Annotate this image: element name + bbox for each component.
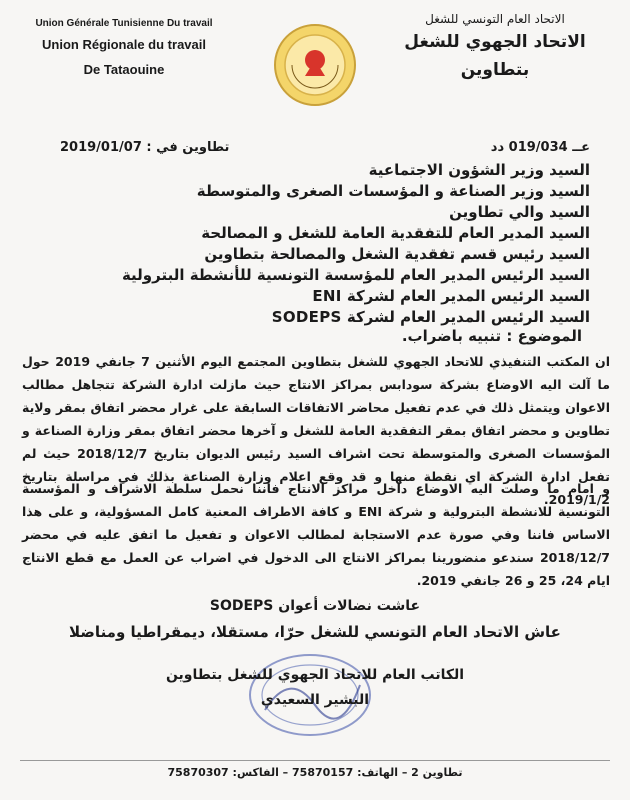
addressee-line: السيد الرئيس المدير العام لشركة SODEPS — [271, 308, 590, 326]
header-french — [14, 18, 234, 77]
header-arabic — [390, 12, 600, 80]
body-paragraph-2: و امام ما وصلت اليه الاوضاع داخل مراكز الانتاج فاننا نحمل سلطة الاشراف و المؤسسة التونسية للانشطة البترولية و شركة ENI و كافة الاطراف المعنية كامل المسؤولية، و على هذا الاساس فاننا وفي صورة عدم الاستجابة لمطالب الاعوان و تفعيل ما اتفق عليه في محضر 2018/12/7 سندعو منضورينا بمراكز الانتاج الى الدخول في اضراب عن العمل مع قطع الانتاج ايام 24، 25 و 26 جانفي 2019. — [22, 481, 610, 588]
slogan-1: عاشت نضالات أعوان SODEPS — [209, 598, 421, 614]
subject-line: الموضوع : تنبيه باضراب. — [401, 327, 582, 345]
addressee-line: السيد الرئيس المدير العام للمؤسسة التونسية للأنشطة البترولية — [121, 266, 590, 284]
addressee-line: السيد وزير الصناعة و المؤسسات الصغرى والمتوسطة — [196, 182, 590, 200]
header-fr-line2: Union Régionale du travail — [42, 37, 206, 52]
header-ar-line3: بتطاوين — [460, 60, 530, 80]
addressee-line: السيد رئيس قسم تفقدية الشغل والمصالحة بتطاوين — [204, 245, 590, 263]
footer-divider — [20, 760, 610, 761]
addressee-line: السيد وزير الشؤون الاجتماعية — [368, 161, 590, 179]
body-paragraph-1: ان المكتب التنفيذي للاتحاد الجهوي للشغل بتطاوين المجتمع اليوم الأثنين 7 جانفي 2019 حول ما آلت اليه الاوضاع بشركة سودابس بمراكز الانتاج حيث مازلت ادارة الشركة تتجاهل مطالب الاعوان ويتمثل ذلك في عدم تفعيل محاضر الاتفاقات السابقة على غرار محضر اتفاق بمقر ولاية تطاوين و محضر اتفاق بمقر التفقدية العامة للشغل و آخرها محضر اتفاق بمقر وزارة الصناعة و المؤسسات الصغرى والمتوسطة تحت اشراف السيد رئيس الديوان بتاريخ 2018/12/7 حيث لم تفعل ادارة الشركة اي نقطة منها و قد وقع اعلام وزارة الصناعة بذلك في مراسلة بتاريخ 2019/1/2. — [22, 354, 610, 507]
signature-name: البشير السعيدي — [260, 692, 370, 708]
header-fr-line1: Union Générale Tunisienne Du travail — [35, 18, 213, 29]
addressee-line: السيد والي تطاوين — [449, 203, 590, 221]
reference-number: عــ 019/034 دد — [490, 140, 590, 155]
slogan-2: عاش الاتحاد العام التونسي للشغل حرّا، مستقلا، ديمقراطيا ومناضلا — [69, 623, 561, 641]
footer-contact: تطاوين 2 – الهاتف: 75870157 – الفاكس: 75870307 — [167, 766, 463, 779]
addressee-line: السيد الرئيس المدير العام لشركة ENI — [312, 287, 590, 305]
date-line: تطاوين في : 2019/01/07 — [60, 140, 230, 155]
addressee-line: السيد المدير العام للتفقدية العامة للشغل و المصالحة — [201, 224, 590, 242]
signature-title: الكاتب العام للاتحاد الجهوي للشغل بتطاوين — [165, 667, 465, 683]
header-fr-line3: De Tataouine — [83, 62, 165, 77]
header-ar-line2: الاتحاد الجهوي للشغل — [404, 32, 586, 52]
ugtt-logo-icon — [270, 20, 360, 110]
header-ar-line1: الاتحاد العام التونسي للشغل — [425, 12, 565, 26]
addressees-list — [110, 160, 590, 328]
